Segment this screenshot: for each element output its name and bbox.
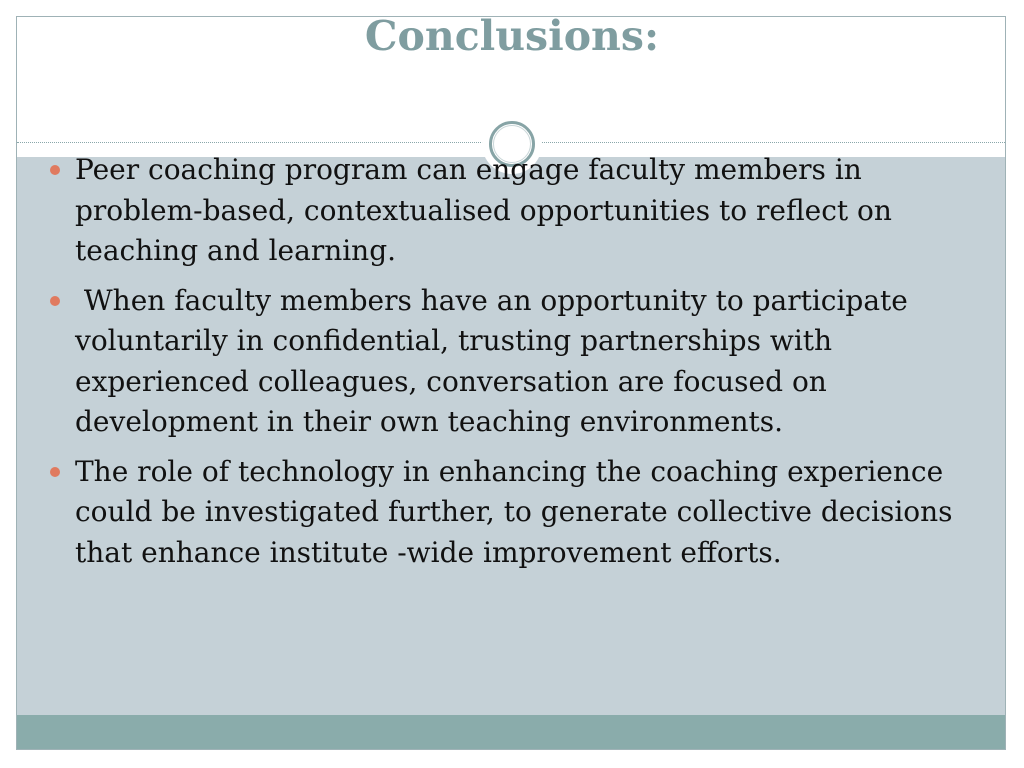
footer-bar bbox=[17, 715, 1005, 749]
list-item bbox=[46, 150, 986, 272]
list-item bbox=[46, 452, 986, 574]
bullet-list bbox=[46, 150, 986, 582]
slide-title: Conclusions: bbox=[364, 12, 660, 60]
bullet-icon bbox=[50, 165, 60, 175]
bullet-icon bbox=[50, 467, 60, 477]
bullet-text: When faculty members have an opportunity to participate voluntarily in confidential, trusting partnerships with experienced colleagues, conversation are focused on development in their own teaching environments. bbox=[75, 283, 917, 438]
bullet-text: The role of technology in enhancing the coaching experience could be investigated further, to generate collective decisions that enhance institute -wide improvement efforts. bbox=[75, 454, 962, 569]
list-item bbox=[46, 281, 986, 443]
bullet-text: Peer coaching program can engage faculty members in problem-based, contextualised opportunities to reflect on teaching and learning. bbox=[75, 153, 901, 267]
bullet-icon bbox=[50, 296, 60, 306]
